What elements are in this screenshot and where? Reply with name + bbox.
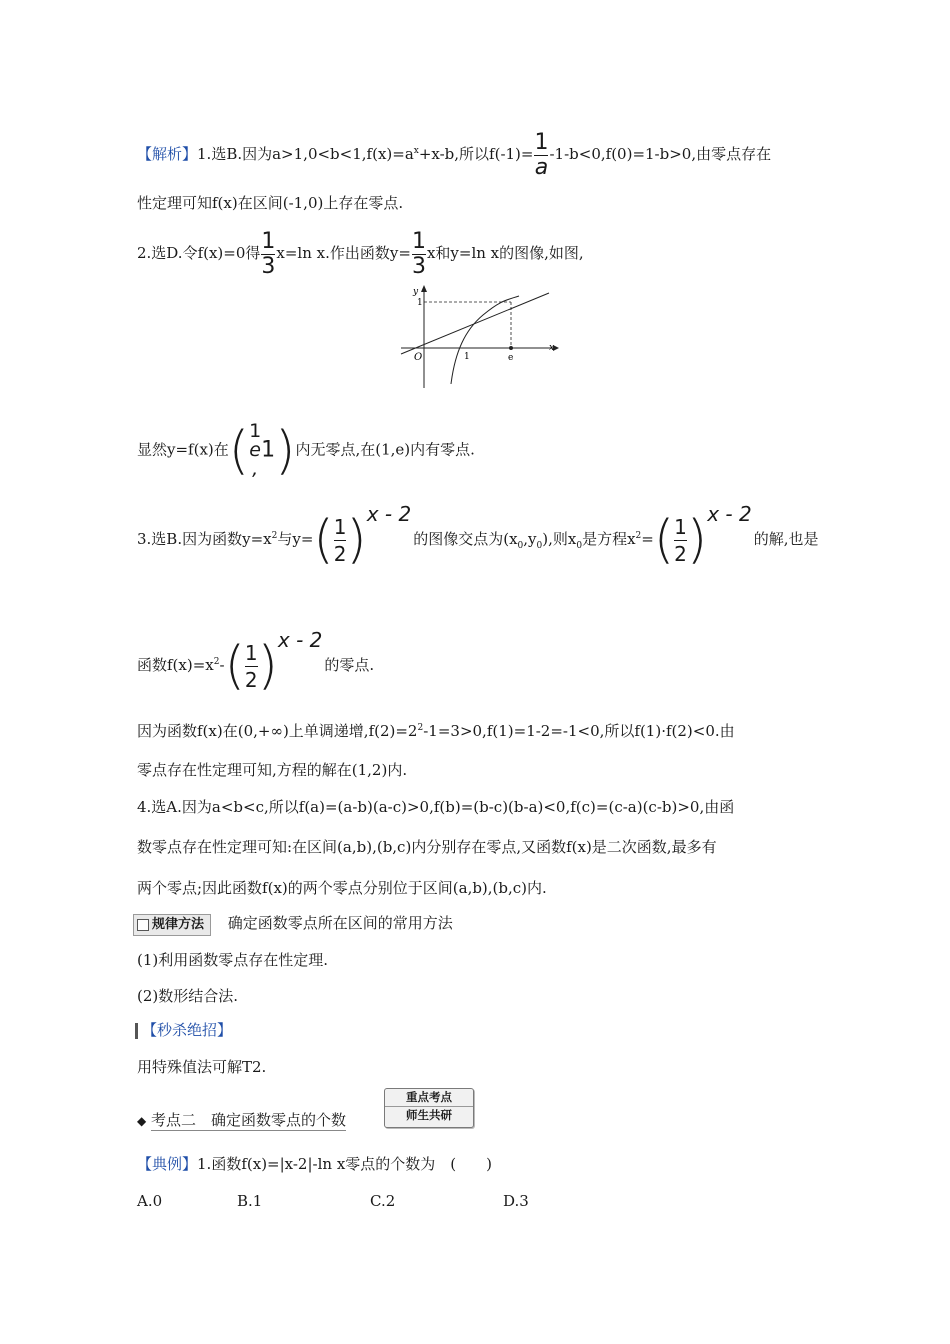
- section-header: [137, 1110, 346, 1131]
- diamond-bullet-icon: ◆: [137, 1114, 147, 1128]
- y-axis-arrow: [421, 285, 427, 292]
- method-item-1: (1)利用函数零点存在性定理.: [137, 951, 329, 969]
- method-header: [133, 913, 453, 936]
- tick-label-one-y: 1: [417, 298, 423, 308]
- half-fraction-3: $\frac{1}{2}$: [244, 640, 258, 692]
- trick-tag: 【秒杀绝招】: [142, 1021, 233, 1039]
- example-question: 【典例】1.函数f(x)=|x-2|-ln x零点的个数为 ( ): [137, 1155, 492, 1173]
- explanation-3-line-3: 因为函数f(x)在(0,+∞)上单调递增$,f(2)=2^2-1=3>0,f(1)=1-2=-1<0$,所以f(1)·f(2)<0.由: [137, 722, 735, 740]
- x-axis-label: x: [549, 343, 555, 353]
- fraction-one-third: $\frac{1}{3}$: [261, 228, 276, 279]
- explanation-1-line-1: 【解析】1.选B.因为$a>1,0<b<1,f(x)=a^x+x-b$,所以f(-1)= $\frac{1}{a}$ -1-b<0,f(0)=1-b>0,由零点存在: [137, 129, 772, 180]
- explanation-4-line-2: 数零点存在性定理可知:在区间(a,b),(b,c)内分别存在零点,又函数f(x)是二次函数,最多有: [137, 838, 717, 856]
- option-b: B.1: [237, 1192, 263, 1210]
- explanation-4-line-1: 4.选A.因为a<b<c,所以f(a)=(a-b)(a-c)>0,f(b)=(b-c)(b-a)<0,f(c)=(c-a)(c-b)>0,由函: [137, 798, 735, 816]
- explanation-3-line-1: 3.选B.因为函数$y=x^2$与y=( $\frac{1}{2}$ )x - 2的图像交点为$(x_0,y_0)$,则$x_0$是方程$x^2=$( $\frac{1}{2}$ )x - 2的解,也是: [137, 502, 819, 570]
- tick-label-one-x: 1: [464, 352, 470, 362]
- fraction-one-over-a: $\frac{1}{a}$: [534, 129, 549, 180]
- analysis-tag: 【解析】: [137, 145, 198, 163]
- section-title: 考点二 确定函数零点的个数: [151, 1111, 347, 1129]
- tick-label-e: e: [508, 353, 514, 363]
- explanation-2-conclusion: 显然y=f(x)在( 1 e , 1)内无零点,在(1,e)内有零点.: [137, 420, 475, 481]
- explanation-3-line-4: 零点存在性定理可知,方程的解在(1,2)内.: [137, 761, 408, 779]
- key-point-badge: 重点考点 师生共研: [384, 1088, 474, 1128]
- function-graph: [395, 282, 565, 392]
- method-item-2: (2)数形结合法.: [137, 987, 239, 1005]
- interval-fraction: 1 e ,: [249, 420, 262, 480]
- explanation-3-line-2: 函数$f(x)=x^2-$( $\frac{1}{2}$ )x - 2的零点.: [137, 628, 375, 696]
- point-e: [509, 346, 513, 350]
- method-badge: 规律方法: [133, 914, 211, 936]
- option-d: D.3: [503, 1192, 529, 1210]
- explanation-1-line-2: 性定理可知f(x)在区间(-1,0)上存在零点.: [137, 194, 404, 212]
- half-fraction: $\frac{1}{2}$: [333, 514, 347, 566]
- y-axis-label: y: [413, 287, 419, 297]
- trick-text: 用特殊值法可解T2.: [137, 1058, 267, 1076]
- trick-header: [135, 1020, 232, 1040]
- origin-label: O: [414, 352, 423, 363]
- fraction-one-third-2: $\frac{1}{3}$: [411, 228, 426, 279]
- half-fraction-2: $\frac{1}{2}$: [674, 514, 687, 566]
- trick-bar: [135, 1023, 138, 1039]
- example-tag: 【典例】: [137, 1155, 198, 1173]
- explanation-4-line-3: 两个零点;因此函数f(x)的两个零点分别位于区间(a,b),(b,c)内.: [137, 879, 547, 897]
- option-c: C.2: [370, 1192, 396, 1210]
- option-a: A.0: [137, 1192, 163, 1210]
- method-title: 确定函数零点所在区间的常用方法: [227, 914, 453, 932]
- explanation-2-line: 2.选D.令f(x)=0得 $\frac{1}{3}$ x=ln x.作出函数y= $\frac{1}{3}$ x和y=ln x的图像,如图,: [137, 228, 584, 279]
